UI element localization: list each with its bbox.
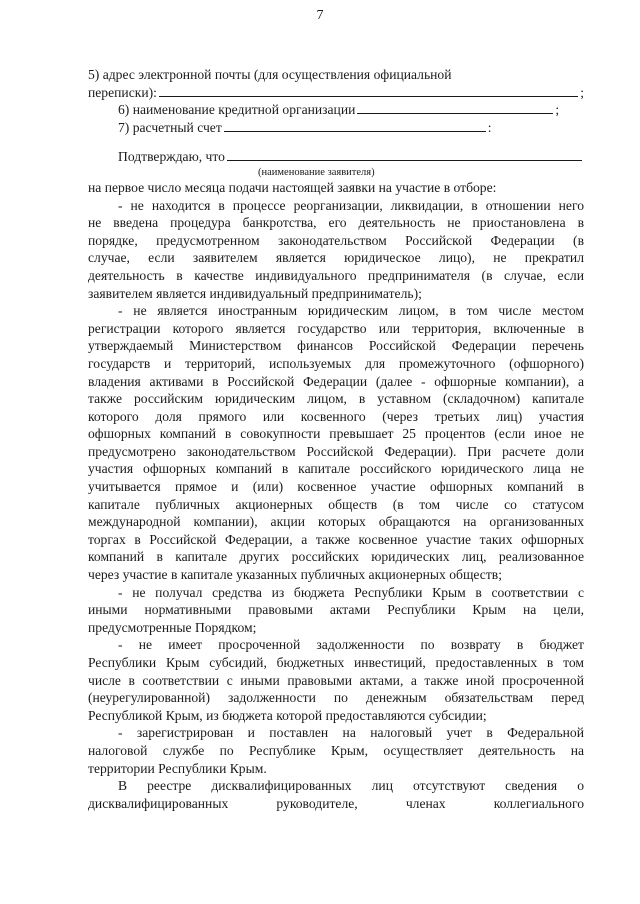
- list-item: [88, 724, 584, 777]
- bank-field[interactable]: [357, 101, 553, 114]
- list-item: [88, 636, 584, 724]
- text-line: порядке, предусмотренном законодательством Российской Федерации (в: [88, 232, 584, 248]
- text-line: через участие в капитале указанных публичных акционерных обществ;: [88, 567, 502, 583]
- email-semicolon: ;: [580, 84, 584, 100]
- bank-semicolon: ;: [555, 102, 560, 118]
- list-item: [88, 302, 584, 584]
- confirm-lead: Подтверждаю, что: [118, 149, 225, 165]
- text-line: международной компании), акции которых обращаются на организованных: [88, 514, 584, 530]
- text-line: В реестре дисквалифицированных лиц отсутствуют сведения о: [118, 778, 584, 794]
- text-line: налоговой службе по Республике Крым, осуществляет деятельность на: [88, 742, 584, 758]
- text-line: предусмотренные Порядком;: [88, 619, 257, 635]
- text-line: случае, если заявителем является юридическое лицо), не прекратил: [88, 250, 584, 266]
- conditions-list: [88, 197, 584, 813]
- text-line: Республики Крым субсидий, бюджетных инвестиций, предоставленных в том: [88, 655, 584, 670]
- spacer: [88, 136, 584, 148]
- confirm-line: [88, 148, 584, 166]
- email-label-line: [88, 66, 584, 84]
- applicant-name-field[interactable]: [227, 148, 582, 161]
- list-item: [88, 197, 584, 303]
- bank-label: 6) наименование кредитной организации: [118, 102, 356, 118]
- text-line: (неурегулированной) задолженности по денежным обязательствам перед: [88, 690, 584, 706]
- text-line: - не является иностранным юридическим лицом, в том числе местом: [118, 303, 584, 319]
- text-line: иными нормативными правовыми актами Республики Крым на цели,: [88, 602, 584, 618]
- text-line: числе в соответствии с иными правовыми актами, а также иной просроченной: [88, 672, 584, 688]
- text-line: территории Республики Крым.: [88, 760, 267, 776]
- account-label: 7) расчетный счет: [118, 119, 222, 135]
- account-field-line: [88, 119, 584, 137]
- text-line: дисквалифицированных руководителе, членах коллегиального: [88, 795, 584, 811]
- text-line: деятельность в качестве индивидуального предпринимателя (в случае, если: [88, 267, 584, 283]
- list-item: [88, 584, 584, 637]
- account-field[interactable]: [224, 119, 486, 132]
- text-line: владения активами в Российской Федерации (далее - офшорные компании), а: [88, 373, 584, 389]
- email-field-line: [88, 84, 584, 102]
- text-line: компаний в капитале других российских юридических лиц, реализованное: [88, 549, 584, 565]
- text-line: - не находится в процессе реорганизации, ликвидации, в отношении него: [118, 197, 584, 213]
- document-body: [88, 66, 584, 812]
- list-item: [88, 777, 584, 812]
- text-line: учитывается прямое и (или) косвенное участие офшорных компаний в: [88, 479, 584, 495]
- text-line: государств и территорий, используемых для промежуточного (офшорного): [88, 355, 584, 371]
- text-line: - не получал средства из бюджета Республики Крым в соответствии с: [118, 584, 584, 600]
- text-line: - не имеет просроченной задолженности по возврату в бюджет: [118, 637, 584, 653]
- text-line: - зарегистрирован и поставлен на налоговый учет в Федеральной: [118, 725, 584, 741]
- text-line: регистрации которого является государство или территория, включенные в: [88, 320, 584, 336]
- text-line: не введена процедура банкротства, его деятельность не приостановлена в: [88, 215, 584, 231]
- text-line: которого доля прямого или косвенного (через третьих лиц) участия: [88, 408, 584, 424]
- email-label-cont: переписки):: [88, 84, 157, 100]
- bank-field-line: [88, 101, 584, 119]
- text-line: заявителем является индивидуальный предприниматель);: [88, 285, 422, 301]
- text-line: Республикой Крым, из бюджета которой предоставляются субсидии;: [88, 707, 487, 723]
- applicant-caption: (наименование заявителя): [258, 166, 375, 178]
- account-end: :: [487, 119, 492, 135]
- text-line: торгах в Российской Федерации, а также косвенное участие таких офшорных: [88, 531, 584, 547]
- text-line: также российским юридическим лицом, в уставном (складочном) капитале: [88, 391, 584, 407]
- text-line: капитале публичных акционерных обществ (в том числе со статусом: [88, 496, 584, 512]
- email-field[interactable]: [159, 84, 578, 97]
- text-line: утверждаемый Министерством финансов Российской Федерации перечень: [88, 338, 584, 354]
- page-number: 7: [316, 8, 324, 23]
- confirm-intro: на первое число месяца подачи настоящей заявки на участие в отборе:: [88, 179, 497, 195]
- text-line: офшорных компаний в совокупности превышает 25 процентов (если иное не: [88, 426, 584, 442]
- text-line: предусмотрено законодательством Российской Федерации). При расчете доли: [88, 443, 584, 459]
- email-label: 5) адрес электронной почты (для осуществления официальной: [88, 67, 452, 82]
- text-line: участия офшорных компаний в капитале российского юридического лица не: [88, 461, 584, 477]
